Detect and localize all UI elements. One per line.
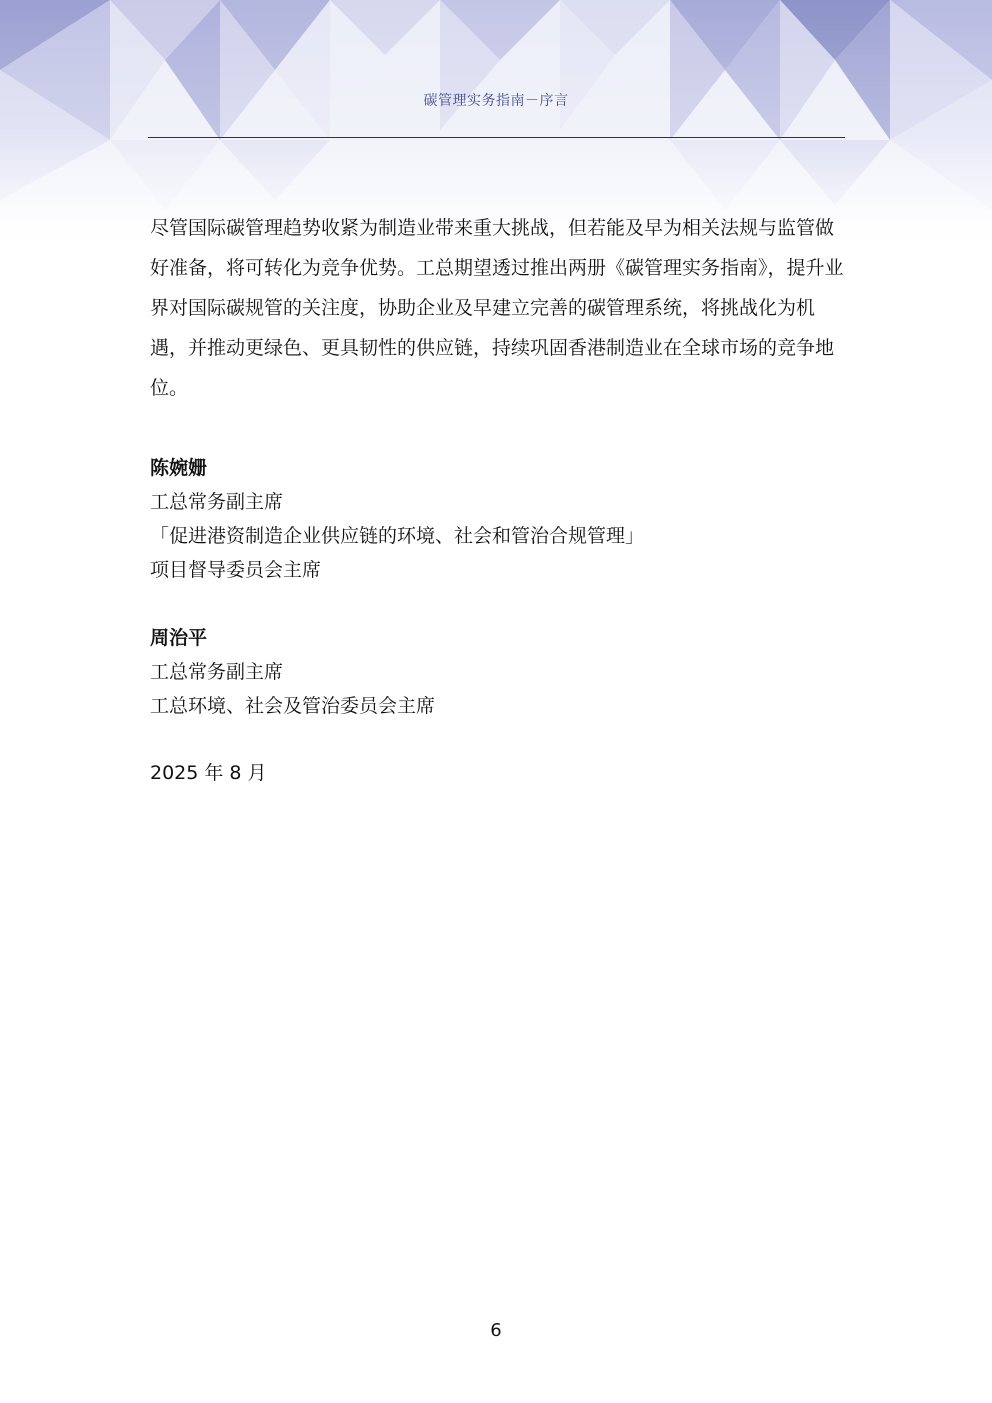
signer-title: 「促进港资制造企业供应链的环境、社会和管治合规管理」 bbox=[150, 525, 645, 547]
header-geometric-background bbox=[0, 0, 992, 240]
signer-title: 项目督导委员会主席 bbox=[150, 559, 322, 581]
date: 2025 年 8 月 bbox=[150, 762, 267, 784]
preface-paragraph: 尽管国际碳管理趋势收紧为制造业带来重大挑战，但若能及早为相关法规与监管做好准备，将可转化为竞争优势。工总期望透过推出两册《碳管理实务指南》，提升业界对国际碳规管的关注度，协助企业及早建立完善的碳管理系统，将挑战化为机遇，并推动更绿色、更具韧性的供应链，持续巩固香港制造业在全球市场的竞争地位。 bbox=[150, 217, 844, 399]
signer-block bbox=[150, 621, 850, 723]
signer-block bbox=[150, 451, 850, 587]
signer-title: 工总环境、社会及管治委员会主席 bbox=[150, 695, 436, 717]
signer-name: 陈婉姗 bbox=[150, 457, 208, 479]
header-divider bbox=[148, 137, 845, 138]
page-number: 6 bbox=[490, 1320, 502, 1341]
header-title: 碳管理实务指南－序言 bbox=[423, 93, 569, 109]
signer-name: 周治平 bbox=[150, 627, 208, 649]
signer-title: 工总常务副主席 bbox=[150, 661, 284, 683]
signer-title: 工总常务副主席 bbox=[150, 491, 284, 513]
